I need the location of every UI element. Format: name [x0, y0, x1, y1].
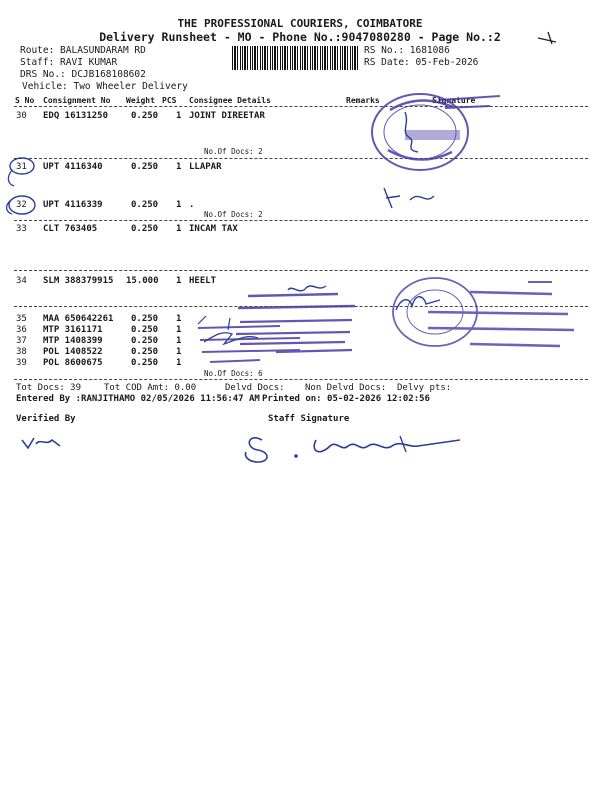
row-sno: 32 [16, 200, 27, 210]
row-consignee: . [189, 200, 195, 210]
rs-date: RS Date: 05-Feb-2026 [364, 57, 479, 68]
row-consignment: POL 1408522 [43, 347, 103, 357]
total-docs: Tot Docs: 39 [16, 383, 82, 393]
row-consignment: MAA 650642261 [43, 314, 114, 324]
non-delivered-docs: Non Delvd Docs: [305, 383, 387, 393]
row-consignment: MTP 1408399 [43, 336, 103, 346]
col-consignee: Consignee Details [189, 96, 271, 105]
total-cod: Tot COD Amt: 0.00 [104, 383, 197, 393]
row-weight: 0.250 [131, 358, 159, 368]
row-weight: 0.250 [131, 314, 159, 324]
row-docs: No.Of Docs: 2 [204, 210, 263, 219]
company-name: THE PROFESSIONAL COURIERS, COIMBATORE [177, 17, 423, 30]
row-weight: 0.250 [131, 111, 159, 121]
col-signature: Signature [432, 96, 476, 105]
row-pcs: 1 [176, 314, 182, 324]
row-weight: 15.000 [126, 276, 159, 286]
row-sno: 31 [16, 162, 27, 172]
row-pcs: 1 [176, 111, 182, 121]
row-docs: No.Of Docs: 6 [204, 369, 263, 378]
row-consignee: INCAM TAX [189, 224, 238, 234]
row-pcs: 1 [176, 347, 182, 357]
row-consignee: LLAPAR [189, 162, 222, 172]
row-sno: 30 [16, 111, 27, 121]
row-docs: No.Of Docs: 2 [204, 147, 263, 156]
staff-signature-label: Staff Signature [268, 414, 350, 424]
route-label: Route: BALASUNDARAM RD [20, 45, 146, 56]
row-sno: 38 [16, 347, 27, 357]
entered-by: Entered By :RANJITHAMO 02/05/2026 11:56:47 AM [16, 394, 260, 404]
row-pcs: 1 [176, 276, 182, 286]
row-sno: 34 [16, 276, 27, 286]
runsheet-title: Delivery Runsheet - MO - Phone No.:9047080280 - Page No.:2 [99, 30, 501, 44]
delivery-points: Delvy pts: [397, 383, 452, 393]
row-pcs: 1 [176, 358, 182, 368]
row-consignment: CLT 763405 [43, 224, 98, 234]
row-consignee: JOINT DIREETAR [189, 111, 265, 121]
row-consignment: EDQ 16131250 [43, 111, 109, 121]
row-weight: 0.250 [131, 162, 159, 172]
row-sno: 37 [16, 336, 27, 346]
row-weight: 0.250 [131, 224, 159, 234]
row-consignment: MTP 3161171 [43, 325, 103, 335]
department-stamp-icon [393, 278, 574, 346]
row-pcs: 1 [176, 224, 182, 234]
col-sno: S No [15, 96, 35, 105]
row-consignment: UPT 4116339 [43, 200, 103, 210]
row-pcs: 1 [176, 162, 182, 172]
col-remarks: Remarks [346, 96, 380, 105]
delivered-docs: Delvd Docs: [225, 383, 285, 393]
verified-by-label: Verified By [16, 414, 76, 424]
row-sno: 35 [16, 314, 27, 324]
col-pcs: PCS [162, 96, 177, 105]
drs-label: DRS No.: DCJB168108602 [20, 69, 146, 80]
row-sno: 36 [16, 325, 27, 335]
col-weight: Weight [126, 96, 155, 105]
row-pcs: 1 [176, 325, 182, 335]
row-consignee: HEELT [189, 276, 217, 286]
row-consignment: SLM 388379915 [43, 276, 114, 286]
row-pcs: 1 [176, 200, 182, 210]
row-sno: 33 [16, 224, 27, 234]
row-consignment: POL 8600675 [43, 358, 103, 368]
vehicle-label: Vehicle: Two Wheeler Delivery [22, 81, 188, 92]
rs-no: RS No.: 1681086 [364, 45, 450, 56]
row-weight: 0.250 [131, 200, 159, 210]
round-stamp-icon [372, 94, 500, 170]
row-weight: 0.250 [131, 336, 159, 346]
rectangular-stamp-icon [198, 294, 355, 362]
row-consignment: UPT 4116340 [43, 162, 103, 172]
col-consignment: Consignment No [43, 96, 111, 105]
staff-label: Staff: RAVI KUMAR [20, 57, 118, 68]
printed-on: Printed on: 05-02-2026 12:02:56 [262, 394, 430, 404]
row-weight: 0.250 [131, 325, 159, 335]
row-weight: 0.250 [131, 347, 159, 357]
row-sno: 39 [16, 358, 27, 368]
row-pcs: 1 [176, 336, 182, 346]
